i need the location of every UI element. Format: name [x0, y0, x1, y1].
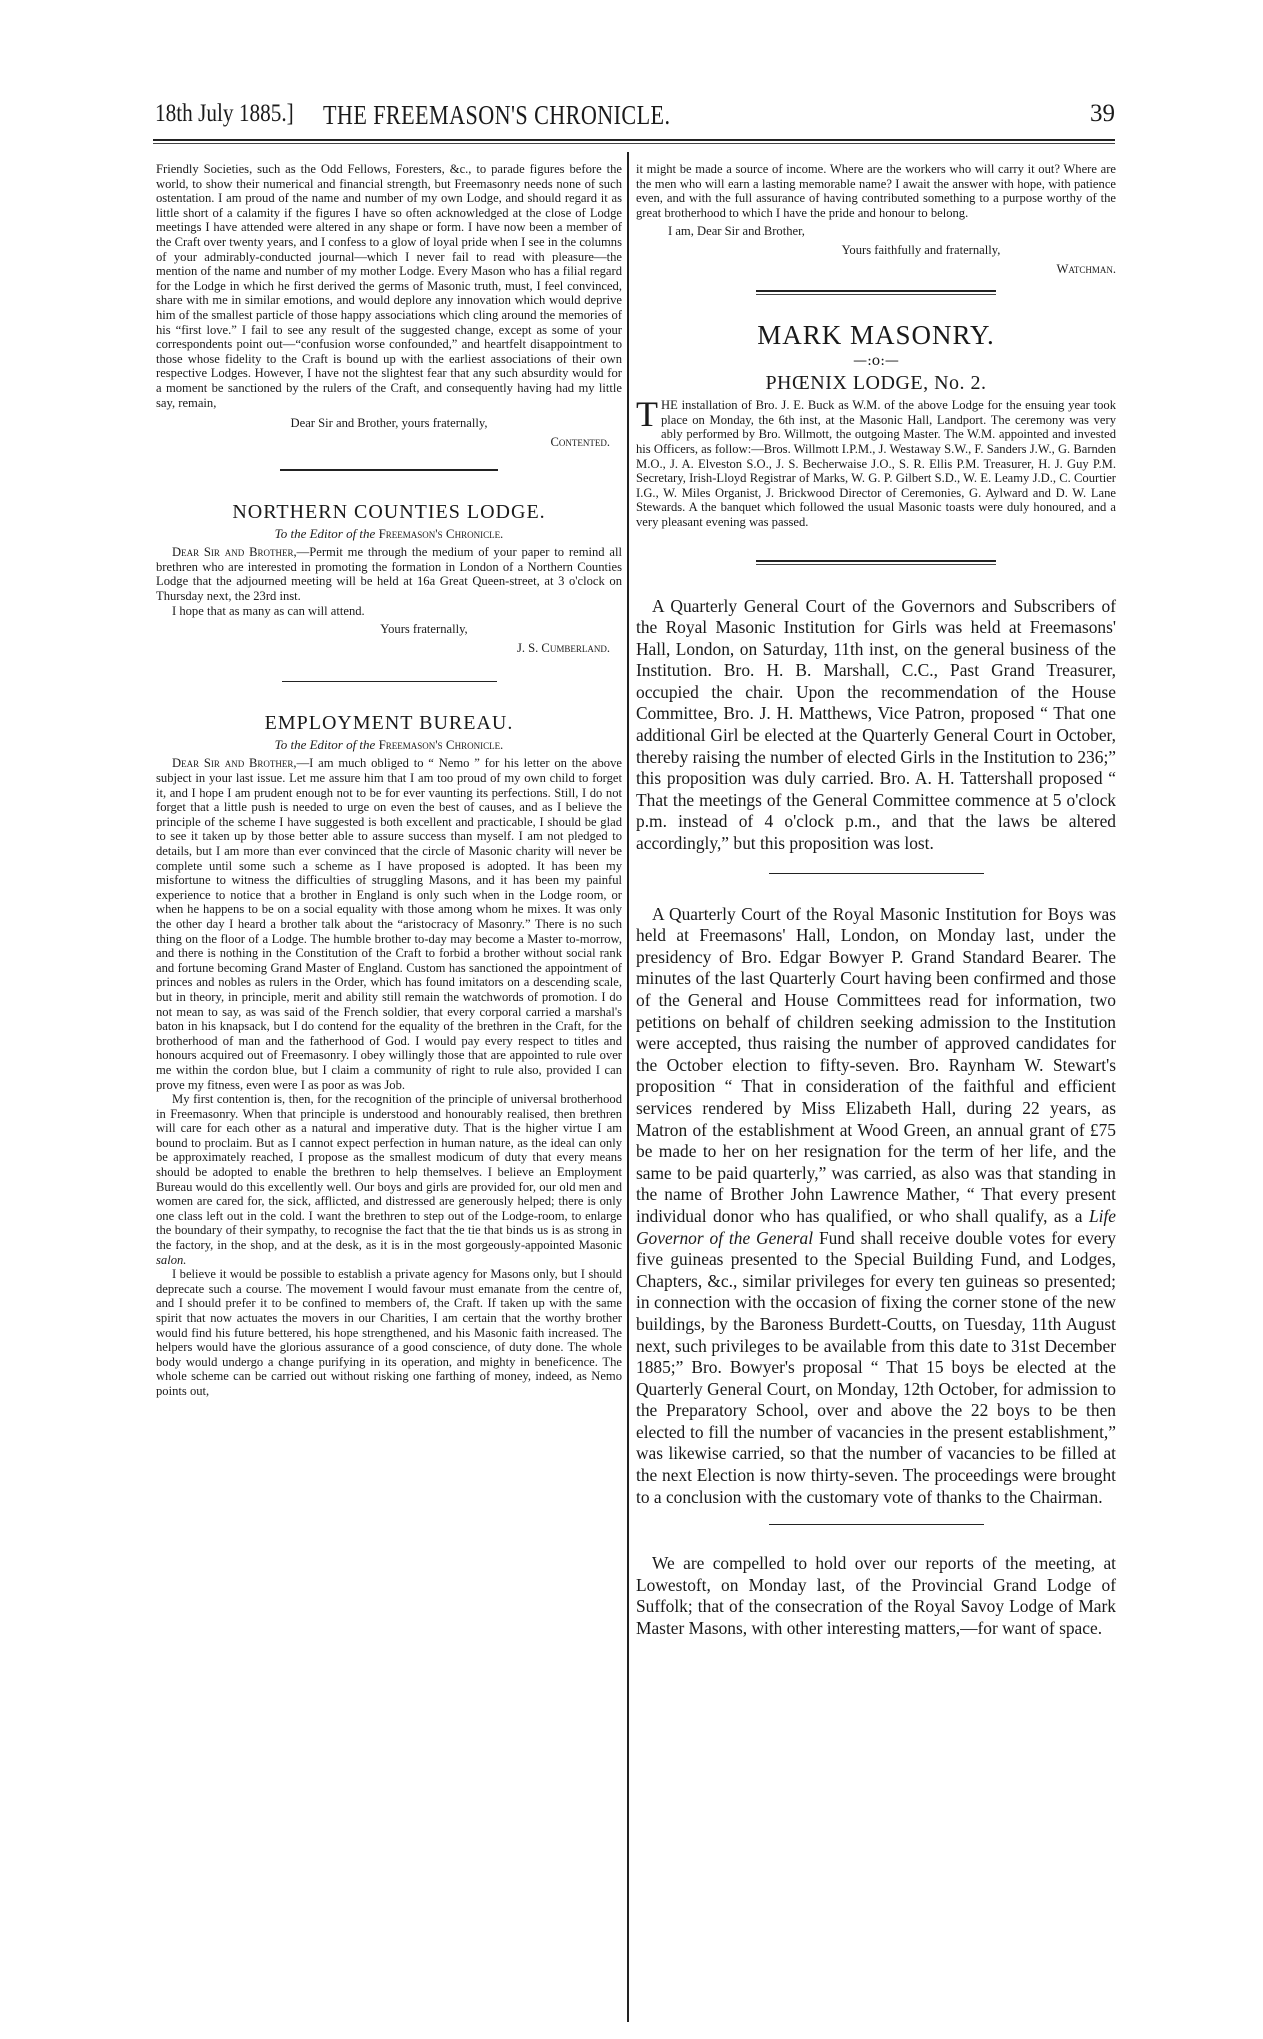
- paragraph-text: My first contention is, then, for the recognition of the principle of universal brotherhood in Freemasonry. When that principle is understood and honourably realised, then brethren will care for each other as a natural and imperative duty. That is the higher virtue I am bound to proclaim. But as I cannot expect perfection in human nature, as the ideal can only be approximately reached, I propose as the smallest modicum of duty that every means should be adopted to enable the brethren to help themselves. I believe an Employment Bureau would do this excellently well. Our boys and girls are provided for, our old men and women are cared for, the sick, afflicted, and distressed are generously helped; there is only one class left out in the cold. I want the brethren to step out of the Lodge-room, to enlarge the boundary of their sympathy, to recognise the fact that the tie that binds us is as strong in the factory, in the shop, and at the desk, as it is in the most gorgeously-appointed Masonic: [156, 1092, 622, 1253]
- letter-body-text: —Permit me through the medium of your paper to remind all brethren who are interested in promoting the formation in London of a Northern Counties Lodge that the adjourned meeting will be held at 16a Great Queen-street, at 3 o'clock on Thursday next, the 23rd inst.: [156, 545, 622, 604]
- letter-body: it might be made a source of income. Where are the workers who will carry it out? Where are the men who will earn a lasting memorable name? I await the answer with hope, with patience even, and with the full assurance of having contributed something to a purpose worthy of the great brotherhood to which I have the pride and honour to belong.: [636, 162, 1116, 220]
- section-separator: [756, 290, 996, 292]
- letter-closing: I am, Dear Sir and Brother,: [668, 224, 805, 239]
- editor-address: [156, 525, 622, 543]
- notice-body: We are compelled to hold over our reports of the meeting, at Lowestoft, on Monday last, of the Provincial Grand Lodge of Suffolk; that of the consecration of the Royal Savoy Lodge of Mark Master Masons, with other interesting matters,—for want of space.: [636, 1553, 1116, 1639]
- newspaper-title: THE FREEMASON'S CHRONICLE.: [323, 100, 671, 130]
- letter-paragraph-2: [156, 1092, 622, 1267]
- italic-phrase: Life Governor of the General: [636, 1205, 1116, 1248]
- article-contented-letter: [156, 162, 622, 449]
- salutation: Dear Sir and Brother,: [172, 756, 297, 771]
- ornament-divider: —:o:—: [853, 353, 899, 370]
- editor-address: [156, 736, 622, 754]
- section-separator: [280, 469, 498, 471]
- letter-signature: Contented.: [550, 434, 610, 449]
- italic-word: salon.: [156, 1252, 187, 1267]
- right-column: [636, 162, 1116, 1640]
- editor-address-italic: To the Editor of the: [274, 737, 376, 753]
- editor-address-paper: Freemason's Chronicle.: [378, 526, 504, 542]
- section-heading: EMPLOYMENT BUREAU.: [264, 712, 514, 735]
- section-separator: [769, 1524, 984, 1525]
- issue-date: 18th July 1885.]: [155, 100, 294, 127]
- report-body: A Quarterly General Court of the Governors and Subscribers of the Royal Masonic Institution for Girls was held at Freemasons' Hall, London, on Saturday, 11th inst, on the general business of the Institution. Bro. H. B. Marshall, C.C., Past Grand Treasurer, occupied the chair. Upon the recommendation of the House Committee, Bro. J. H. Matthews, Vice Patron, proposed “ That one additional Girl be elected at the Quarterly General Court in October, thereby raising the number of elected Girls in the Institution to 236;” this proposition was duly carried. Bro. A. H. Tattershall proposed “ That the meetings of the General Committee commence at 5 o'clock p.m. instead of 4 o'clock p.m., and that the laws be altered accordingly,” but this proposition was lost.: [636, 595, 1116, 854]
- salutation: Dear Sir and Brother,: [172, 545, 297, 560]
- article-employment-bureau: [156, 710, 622, 1398]
- masthead-rule: [153, 139, 1115, 141]
- section-separator: [282, 681, 497, 682]
- section-heading: MARK MASONRY.: [757, 320, 995, 351]
- letter-paragraph-3: I believe it would be possible to establish a private agency for Masons only, but I should deprecate such a course. The movement I would favour must emanate from the centre of, and I should prefer it to be confined to members of, the Craft. If taken up with the same spirit that now actuates the movers in our Charities, I am certain that the worthy brother would find his future bettered, his hope strengthened, and his Masonic faith increased. The helpers would have the glorious assurance of a good conscience, of duty done. The whole body would undergo a change purifying in its operation, and mighty in beneficence. The whole scheme can be carried out without risking one farthing of money, indeed, as Nemo points out,: [156, 1267, 622, 1398]
- letter-paragraph-1: [156, 756, 622, 1092]
- column-divider: [627, 152, 629, 2022]
- article-boys-institution: [636, 904, 1116, 1509]
- editor-address-italic: To the Editor of the: [274, 526, 376, 542]
- article-girls-institution: [636, 596, 1116, 855]
- drop-cap: T: [636, 394, 658, 435]
- article-notice: [636, 1553, 1116, 1639]
- editor-address-paper: Freemason's Chronicle.: [378, 737, 504, 753]
- letter-signature: Watchman.: [1056, 261, 1116, 276]
- letter-closing: Dear Sir and Brother, yours fraternally,: [290, 416, 488, 431]
- section-separator: [769, 873, 984, 874]
- section-separator: [756, 560, 996, 562]
- report-body: [636, 904, 1116, 1509]
- paragraph-text: —I am much obliged to “ Nemo ” for his letter on the above subject in your last issue. Let me assure him that I am too proud of my own child to forget it, and I hope I am prudent enough not to be for ever vaunting its perfections. Still, I do not forget that a little push is needed to urge on even the best of causes, and as I believe the principle of the scheme I have suggested is both excellent and practicable, I should be glad to see it taken up by those better able to assure success than myself. I am not pledged to details, but I am more than ever convinced that the circle of Masonic charity will never be complete until some such a scheme as I have proposed is adopted. It has been my misfortune to witness the difficulties of struggling Masons, and it has been my painful experience to notice that a brother in England is only such when in the Lodge room, or when he happens to be on a social equality with those among whom he mixes. It was only the other day I heard a brother talk about the “aristocracy of Masonry.” There is no such thing on the floor of a Lodge. The humble brother to-day may become a Master to-morrow, and there is nothing in the Constitution of the Craft to forbid a brother without social rank and fortune becoming Grand Master of England. Custom has sanctioned the appointment of princes and nobles as rulers in the Order, which has found imitators on a descending scale, but in theory, in principle, merit and ability still remain the watchwords of promotion. I do not mean to say, as was said of the French soldier, that every corporal carried a marshal's baton in his knapsack, but I do contend for the equality of the brethren in the Craft, for the brotherhood of man and the fatherhood of God. I would pay every respect to titles and honours acquired out of Freemasonry. I obey willingly those that are appointed to rule over me within the cordon blue, but I claim a community of right to rule also, provided I can prove my fitness, even were I as poor as was Job.: [156, 756, 622, 1092]
- letter-closing: Yours fraternally,: [380, 622, 468, 637]
- left-column: [156, 162, 622, 1399]
- article-watchman-letter: [636, 162, 1116, 276]
- page-number: 39: [1090, 100, 1115, 127]
- article-mark-masonry: [636, 318, 1116, 529]
- letter-closing-2: Yours faithfully and fraternally,: [841, 242, 1001, 257]
- report-body: [636, 394, 1116, 529]
- article-northern-counties-lodge: [156, 499, 622, 655]
- letter-body: [156, 545, 622, 603]
- section-heading: NORTHERN COUNTIES LODGE.: [232, 501, 546, 524]
- lodge-subheading: PHŒNIX LODGE, No. 2.: [765, 372, 987, 395]
- letter-body-2: I hope that as many as can will attend.: [172, 603, 365, 618]
- report-text-cont: Fund shall receive double votes for every five guineas presented to the Special Building Fund, and Lodges, Chapters, &c., similar privileges for every ten guineas so presented; in connection with the occasion of fixing the corner stone of the new buildings, by the Baroness Burdett-Coutts, on Tuesday, 11th August next, such privileges to be available from this date to 31st December 1885;” Bro. Bowyer's proposal “ That 15 boys be elected at the Quarterly General Court, on Monday, 12th October, for admission to the Preparatory School, over and above the 22 boys to be then elected to fill the number of vacancies in the present establishment,” was likewise carried, so that the number of vacancies to be filled at the next Election is now thirty-seven. The proceedings were brought to a conclusion with the customary vote of thanks to the Chairman.: [636, 1227, 1116, 1507]
- letter-signature: J. S. Cumberland.: [516, 640, 610, 655]
- report-text: A Quarterly Court of the Royal Masonic Institution for Boys was held at Freemasons' Hall, London, on Monday last, under the presidency of Bro. Edgar Bowyer P. Grand Standard Bearer. The minutes of the last Quarterly Court having been confirmed and those of the General and House Committees read for information, two petitions on behalf of children seeking admission to the Institution were accepted, thus raising the number of approved candidates for the October election to fifty-seven. Bro. Raynham W. Stewart's proposition “ That in consideration of the faithful and efficient services rendered by Miss Elizabeth Hall, during 22 years, as Matron of the establishment at Wood Green, an annual grant of £75 be made to her on her resignation for the term of her life, and the same to be paid quarterly,” was carried, as also was that standing in the name of Brother John Lawrence Mather, “ That every present individual donor who has qualified, or who shall qualify, as a: [636, 903, 1116, 1226]
- report-text: HE installation of Bro. J. E. Buck as W.M. of the above Lodge for the ensuing year took place on Monday, the 6th inst, at the Masonic Hall, Landport. The ceremony was very ably performed by Bro. Willmott, the outgoing Master. The W.M. appointed and invested his Officers, as follow:—Bros. Willmott I.P.M., J. Westaway S.W., F. Sanders J.W., G. Barnden M.O., J. A. Elveston S.O., J. S. Becherwaise J.O., S. R. Ellis P.M. Treasurer, H. J. Guy P.M. Secretary, Irish-Lloyd Registrar of Marks, W. G. P. Gilbert S.D., W. E. Leamy J.D., C. Courtier I.G., W. Miles Organist, J. Brickwood Director of Ceremonies, G. Aylward and D. W. Lane Stewards. A the banquet which followed the usual Masonic toasts were duly honoured, and a very pleasant evening was passed.: [636, 398, 1116, 529]
- masthead-rule-thin: [153, 143, 1115, 144]
- letter-body: Friendly Societies, such as the Odd Fellows, Foresters, &c., to parade figures before the world, to show their numerical and financial strength, but Freemasonry needs none of such ostentation. I am proud of the name and number of my own Lodge, and should regard it as little short of a calamity if the figures I have so often acknowledged at the close of Lodge meetings I have attended were altered in any shape or form. I have now been a member of the Craft over twenty years, and I confess to a glow of loyal pride when I see in the columns of your admirably-conducted journal—which I never fail to read with pleasure—the mention of the name and number of my mother Lodge. Every Mason who has a filial regard for the Lodge in which he first derived the germs of Masonic truth, must, I feel convinced, share with me in similar emotions, and would deplore any innovation which would deprive him of the smallest particle of those happy associations which cling around the memories of his “first love.” I fail to see any result of the suggested change, except as some of your correspondents point out—“confusion worse confounded,” and heartfelt disappointment to those whose fidelity to the Craft is bound up with the earliest associations of their own respective Lodges. However, I have not the slightest fear that any such absurdity would for a moment be sanctioned by the rulers of the Craft, and consequently having had my little say, remain,: [156, 162, 622, 410]
